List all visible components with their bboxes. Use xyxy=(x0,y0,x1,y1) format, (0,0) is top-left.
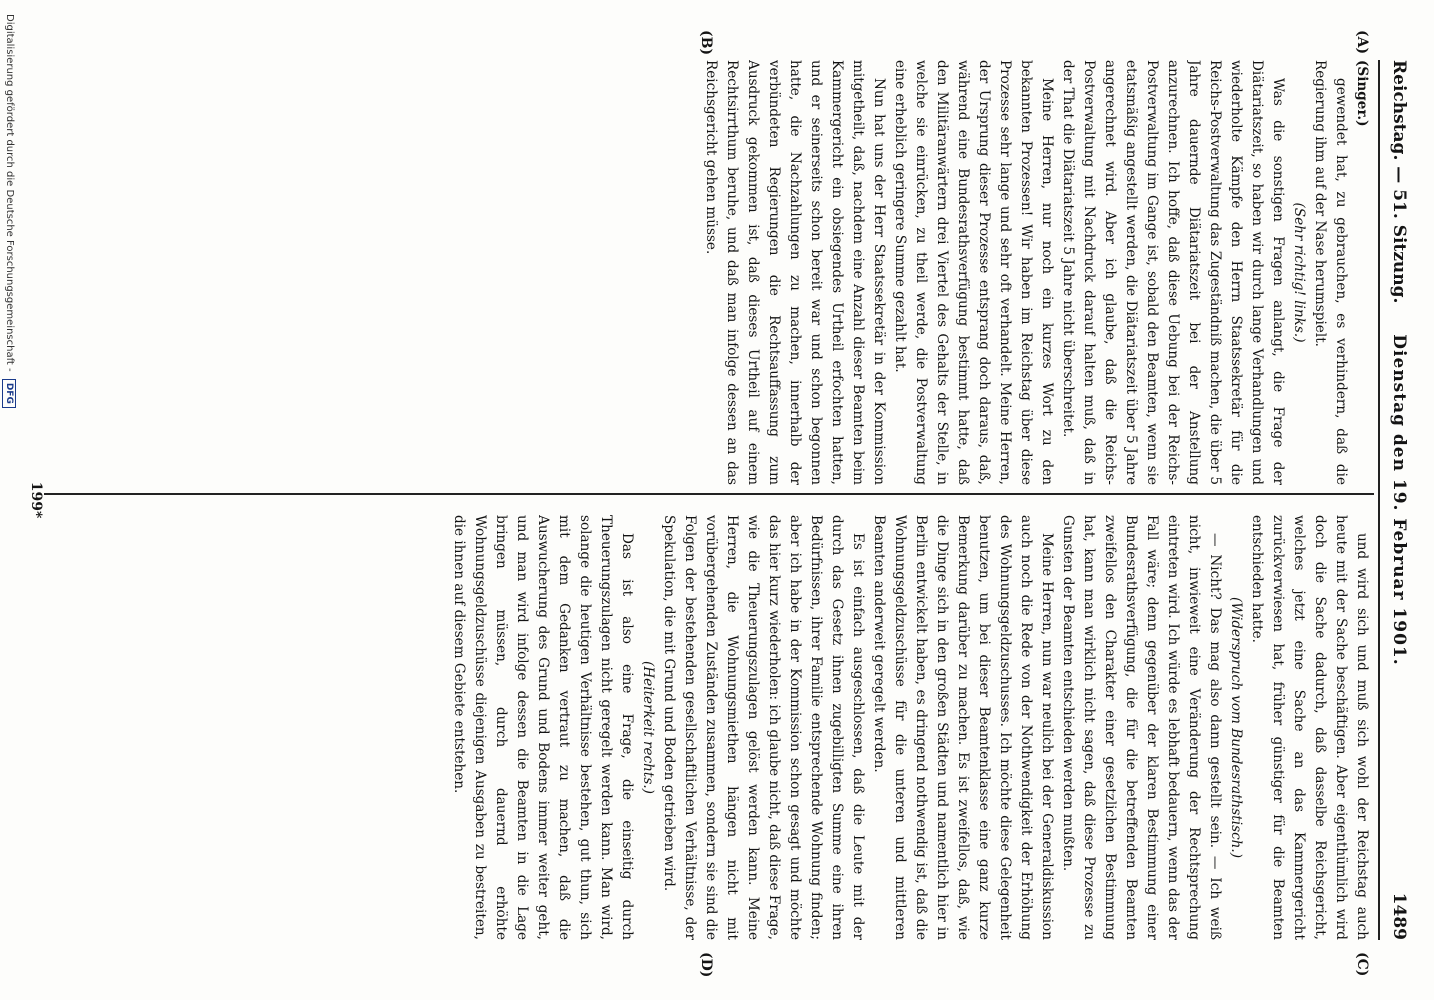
paragraph: Es ist einfach ausgeschlossen, daß die Leute mit der durch das Gesetz ihnen zugebilligten Summe eine ihren Bedürfnissen, ihrer Familie entsprechende Wohnung finden; aber ich habe in der Kommission schon gesagt und möchte das hier kurz wiederholen: ich glaube nicht, daß diese Frage, wie die Theuerungszulagen gelöst werden kann. Meine Herren, die Wohnungsmiethen hängen nicht mit vorübergehenden Zuständen zusammen, sondern sie sind die Folgen der bestehenden gesellschaftlichen Verhältnisse, der Spekulation, die mit Grund und Boden getrieben wird. xyxy=(661,515,866,940)
interjection: (Sehr richtig! links.) xyxy=(1291,202,1307,343)
margin-marker-b: (B) xyxy=(698,30,714,56)
header-date: Dienstag den 19. Februar 1901. xyxy=(1389,334,1409,666)
credit-text: Digitalisierung gefördert durch die Deutsche Forschungsgemeinschaft - xyxy=(4,14,15,372)
margin-marker-c: (C) xyxy=(1354,952,1370,977)
left-column xyxy=(62,60,1372,485)
page-header xyxy=(1382,60,1416,940)
sheet-signature: 199* xyxy=(28,481,44,519)
paragraph: — Nicht? Das mag also dann gestellt sein. — Ich weiß nicht, inwieweit eine Veränderung der Rechtsprechung eintreten wird. Ich würde es lebhaft bedauern, wenn das der Fall wäre; denn gegenüber der klaren Bestimmung einer Bundesrathsverfügung, die für die betreffenden Beamten zweifellos den Charakter einer gesetzlichen Bestimmung hat, kann man wirklich nicht sagen, daß diese Prozesse zu Gunsten der Beamten entschieden werden mußten. xyxy=(1060,515,1223,940)
paragraph: Was die sonstigen Fragen anlangt, die Frage der Diätariatszeit, so haben wir durch lange Verhandlungen und wiederholte Kämpfe den Herrn Staatssekretär für die Reichs-Postverwaltung das Zugeständniß machen, die über 5 Jahre dauernde Diätariatszeit bei der Anstellung anzurechnen. Ich hoffe, daß diese Uebung bei der Reichs-Postverwaltung im Gange ist, sobald den Beamten, wenn sie etatsmäßig angestellt werden, die Diätariatszeit über 5 Jahre angerechnet wird. Aber ich glaube, daß die Reichs-Postverwaltung mit Nachdruck darauf halten muß, daß in der That die Diätariatszeit 5 Jahre nicht überschreitet. xyxy=(1060,60,1286,485)
paragraph: Das ist also eine Frage, die einseitig durch Theuerungszulagen nicht geregelt werden kann. Man wird, solange die heutigen Verhältnisse bestehen, gut thun, sich mit dem Gedanken vertraut zu machen, daß die Auswucherung des Grund und Bodens immer weiter geht, und man wird infolge dessen die Beamten in die Lage bringen müssen, durch dauernd erhöhte Wohnungsgeldzuschüsse diejenigen Ausgaben zu bestreiten, die ihnen auf diesem Gebiete entstehen. xyxy=(451,515,635,940)
margin-marker-a: (A) xyxy=(1354,30,1370,55)
speaker-name: (Singer.) xyxy=(1354,60,1370,127)
interjection: (Heiterkeit rechts.) xyxy=(640,661,656,794)
header-rule xyxy=(1378,60,1380,940)
paragraph: Meine Herren, nun war neulich bei der Generaldiskussion auch noch die Rede von der Nothwendigkeit der Erhöhung des Wohnungsgeldzuschusses. Ich möchte diese Gelegenheit benutzen, um bei dieser Beamtenklasse eine ganz kurze Bemerkung darüber zu machen. Es ist zweifellos, daß, wie die Dinge sich in den großen Städten und namentlich hier in Berlin entwickelt haben, es dringend nothwendig ist, daß die Wohnungsgeldzuschüsse für die unteren und mittleren Beamten anderweit geregelt werden. xyxy=(871,515,1055,940)
right-column xyxy=(62,515,1372,940)
paragraph: gewendet hat, zu gebrauchen, es verhindern, daß die Regierung ihm auf der Nase herumspielt. xyxy=(1312,60,1349,485)
digitization-credit xyxy=(0,0,18,1000)
dfg-logo: DFG xyxy=(2,379,16,408)
paragraph: Meine Herren, nur noch ein kurzes Wort zu den bekannten Prozessen! Wir haben im Reichstag über diese Prozesse sehr lange und sehr oft verhandelt. Meine Herren, der Ursprung dieser Prozesse entsprang doch daraus, daß, während eine Bundesrathsverfügung bestimmt hatte, daß den Militäranwärtern drei Viertel des Gehalts der Stelle, in welche sie einrücken, zu theil werde, die Postverwaltung eine erheblich geringere Summe gezahlt hat. xyxy=(892,60,1055,485)
margin-marker-d: (D) xyxy=(698,952,714,978)
interjection: (Widerspruch vom Bundesrathstisch.) xyxy=(1228,596,1244,859)
paragraph: und wird sich und muß sich wohl der Reichstag auch heute mit der Sache beschäftigen. Aber eigenthümlich wird doch die Sache dadurch, daß dasselbe Reichsgericht, welches jetzt eine Sache an das Kammergericht zurückverwiesen hat, früher günstiger für die Beamten entschieden hatte. xyxy=(1249,515,1370,940)
header-page-number: 1489 xyxy=(1389,892,1409,940)
paragraph: Nun hat uns der Herr Staatssekretär in der Kommission mitgetheilt, daß, nachdem eine Anzahl dieser Beamten beim Kammergericht ein obsiegendes Urtheil erfochten hatten, und er seinerseits schon bereit war und schon begonnen hatte, die Nachzahlungen zu machen, innerhalb der verbündeten Regierungen die Rechtsauffassung zum Ausdruck gekommen ist, daß dieses Urtheil auf einem Rechtsirrthum beruhe, und daß man infolge dessen an das Reichsgericht gehen müsse. xyxy=(703,60,887,485)
header-session-label: Reichstag. — 51. Sitzung. xyxy=(1389,60,1409,304)
column-divider xyxy=(44,493,1374,495)
